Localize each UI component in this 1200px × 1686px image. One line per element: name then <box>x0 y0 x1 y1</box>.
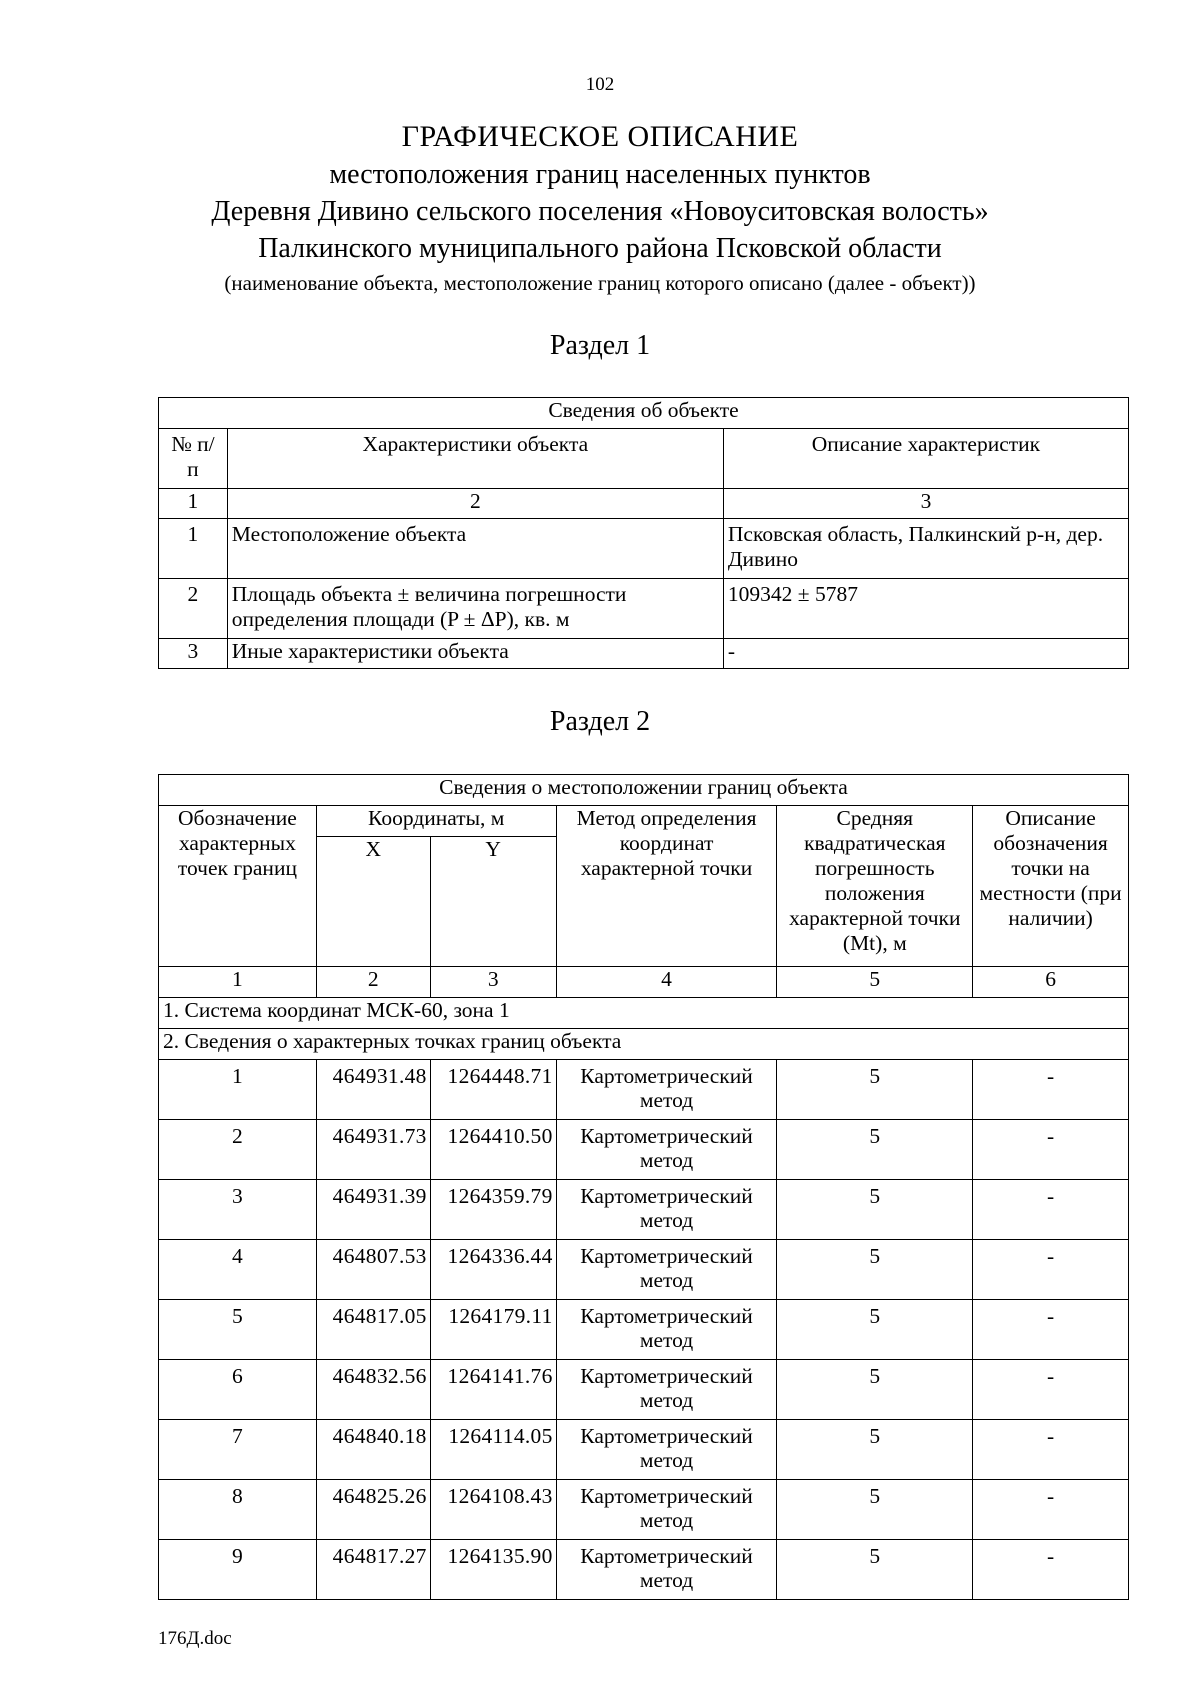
point-number: 4 <box>159 1240 317 1300</box>
table-row <box>159 519 1129 579</box>
point-error: 5 <box>777 1300 973 1360</box>
column-number: 5 <box>777 967 973 998</box>
point-x: 464817.27 <box>316 1540 430 1600</box>
table-row <box>159 1360 1129 1420</box>
table-row <box>159 1300 1129 1360</box>
point-error: 5 <box>777 1120 973 1180</box>
table-caption: Сведения о местоположении границ объекта <box>159 775 1129 806</box>
point-number: 2 <box>159 1120 317 1180</box>
point-y: 1264179.11 <box>430 1300 556 1360</box>
table-row <box>159 1480 1129 1540</box>
point-number: 1 <box>159 1060 317 1120</box>
point-x: 464807.53 <box>316 1240 430 1300</box>
boundary-points-table <box>158 774 1129 1600</box>
point-method: Картометрический метод <box>556 1300 777 1360</box>
point-error: 5 <box>777 1480 973 1540</box>
column-number: 4 <box>556 967 777 998</box>
point-number: 5 <box>159 1300 317 1360</box>
column-number: 2 <box>316 967 430 998</box>
header-characteristics: Характеристики объекта <box>227 429 723 489</box>
point-x: 464931.39 <box>316 1180 430 1240</box>
table-row <box>159 1540 1129 1600</box>
point-y: 1264141.76 <box>430 1360 556 1420</box>
point-description: - <box>973 1420 1129 1480</box>
point-error: 5 <box>777 1240 973 1300</box>
point-x: 464832.56 <box>316 1360 430 1420</box>
point-y: 1264410.50 <box>430 1120 556 1180</box>
point-y: 1264448.71 <box>430 1060 556 1120</box>
table-row <box>159 1060 1129 1120</box>
point-description: - <box>973 1360 1129 1420</box>
header-number <box>159 429 228 489</box>
row-value: 109342 ± 5787 <box>723 579 1128 639</box>
section-1-title: Раздел 1 <box>549 330 651 361</box>
point-error: 5 <box>777 1360 973 1420</box>
point-description: - <box>973 1300 1129 1360</box>
column-number: 6 <box>973 967 1129 998</box>
header-description: Описание характеристик <box>723 429 1128 489</box>
point-method: Картометрический метод <box>556 1540 777 1600</box>
header-coordinates: Координаты, м <box>316 806 556 837</box>
document-title <box>0 118 1200 297</box>
title-line-3: Палкинского муниципального района Псковской области <box>258 233 942 264</box>
header-method: Метод определения координат характерной точки <box>556 806 777 967</box>
column-number: 2 <box>227 489 723 519</box>
table-row <box>159 1420 1129 1480</box>
section-2-title: Раздел 2 <box>549 706 651 737</box>
point-x: 464931.73 <box>316 1120 430 1180</box>
file-name-footer: 176Д.doc <box>158 1628 232 1649</box>
point-description: - <box>973 1120 1129 1180</box>
row-number: 2 <box>159 579 228 639</box>
title-line-2: Деревня Дивино сельского поселения «Новоуситовская волость» <box>211 196 989 227</box>
point-error: 5 <box>777 1420 973 1480</box>
column-number: 1 <box>159 489 228 519</box>
table-row <box>159 1120 1129 1180</box>
title-line-1: местоположения границ населенных пунктов <box>329 159 871 190</box>
point-y: 1264135.90 <box>430 1540 556 1600</box>
points-caption: 2. Сведения о характерных точках границ объекта <box>159 1029 1129 1060</box>
point-method: Картометрический метод <box>556 1240 777 1300</box>
title-note: (наименование объекта, местоположение границ которого описано (далее - объект)) <box>224 271 976 295</box>
header-number-label: № п/п <box>171 432 215 481</box>
point-y: 1264114.05 <box>430 1420 556 1480</box>
table-row <box>159 1180 1129 1240</box>
point-x: 464931.48 <box>316 1060 430 1120</box>
row-number: 3 <box>159 639 228 669</box>
point-description: - <box>973 1540 1129 1600</box>
row-characteristic: Иные характеристики объекта <box>227 639 723 669</box>
point-y: 1264108.43 <box>430 1480 556 1540</box>
point-y: 1264359.79 <box>430 1180 556 1240</box>
header-designation: Обозначение характерных точек границ <box>159 806 317 967</box>
row-number: 1 <box>159 519 228 579</box>
point-x: 464817.05 <box>316 1300 430 1360</box>
point-method: Картометрический метод <box>556 1180 777 1240</box>
table-row <box>159 1240 1129 1300</box>
point-error: 5 <box>777 1180 973 1240</box>
header-error: Средняя квадратическая погрешность положения характерной точки (Mt), м <box>777 806 973 967</box>
point-x: 464825.26 <box>316 1480 430 1540</box>
object-info-table <box>158 397 1129 669</box>
point-number: 6 <box>159 1360 317 1420</box>
point-description: - <box>973 1480 1129 1540</box>
point-number: 3 <box>159 1180 317 1240</box>
table-caption: Сведения об объекте <box>159 398 1129 429</box>
page-number: 102 <box>585 74 615 95</box>
point-description: - <box>973 1060 1129 1120</box>
point-error: 5 <box>777 1540 973 1600</box>
point-description: - <box>973 1240 1129 1300</box>
point-method: Картометрический метод <box>556 1060 777 1120</box>
header-y: Y <box>430 837 556 967</box>
point-x: 464840.18 <box>316 1420 430 1480</box>
column-number: 3 <box>430 967 556 998</box>
point-number: 8 <box>159 1480 317 1540</box>
table-row <box>159 639 1129 669</box>
point-method: Картометрический метод <box>556 1480 777 1540</box>
header-x: X <box>316 837 430 967</box>
point-number: 7 <box>159 1420 317 1480</box>
table-row <box>159 579 1129 639</box>
row-characteristic: Местоположение объекта <box>227 519 723 579</box>
point-error: 5 <box>777 1060 973 1120</box>
point-number: 9 <box>159 1540 317 1600</box>
coordinate-system: 1. Система координат МСК-60, зона 1 <box>159 998 1129 1029</box>
point-description: - <box>973 1180 1129 1240</box>
column-number: 3 <box>723 489 1128 519</box>
row-characteristic: Площадь объекта ± величина погрешности определения площади (P ± ΔP), кв. м <box>227 579 723 639</box>
header-description: Описание обозначения точки на местности (при наличии) <box>973 806 1129 967</box>
point-method: Картометрический метод <box>556 1420 777 1480</box>
column-number: 1 <box>159 967 317 998</box>
point-method: Картометрический метод <box>556 1120 777 1180</box>
point-y: 1264336.44 <box>430 1240 556 1300</box>
row-value: - <box>723 639 1128 669</box>
point-method: Картометрический метод <box>556 1360 777 1420</box>
row-value: Псковская область, Палкинский р-н, дер. Дивино <box>723 519 1128 579</box>
title-main: ГРАФИЧЕСКОЕ ОПИСАНИЕ <box>401 120 799 153</box>
